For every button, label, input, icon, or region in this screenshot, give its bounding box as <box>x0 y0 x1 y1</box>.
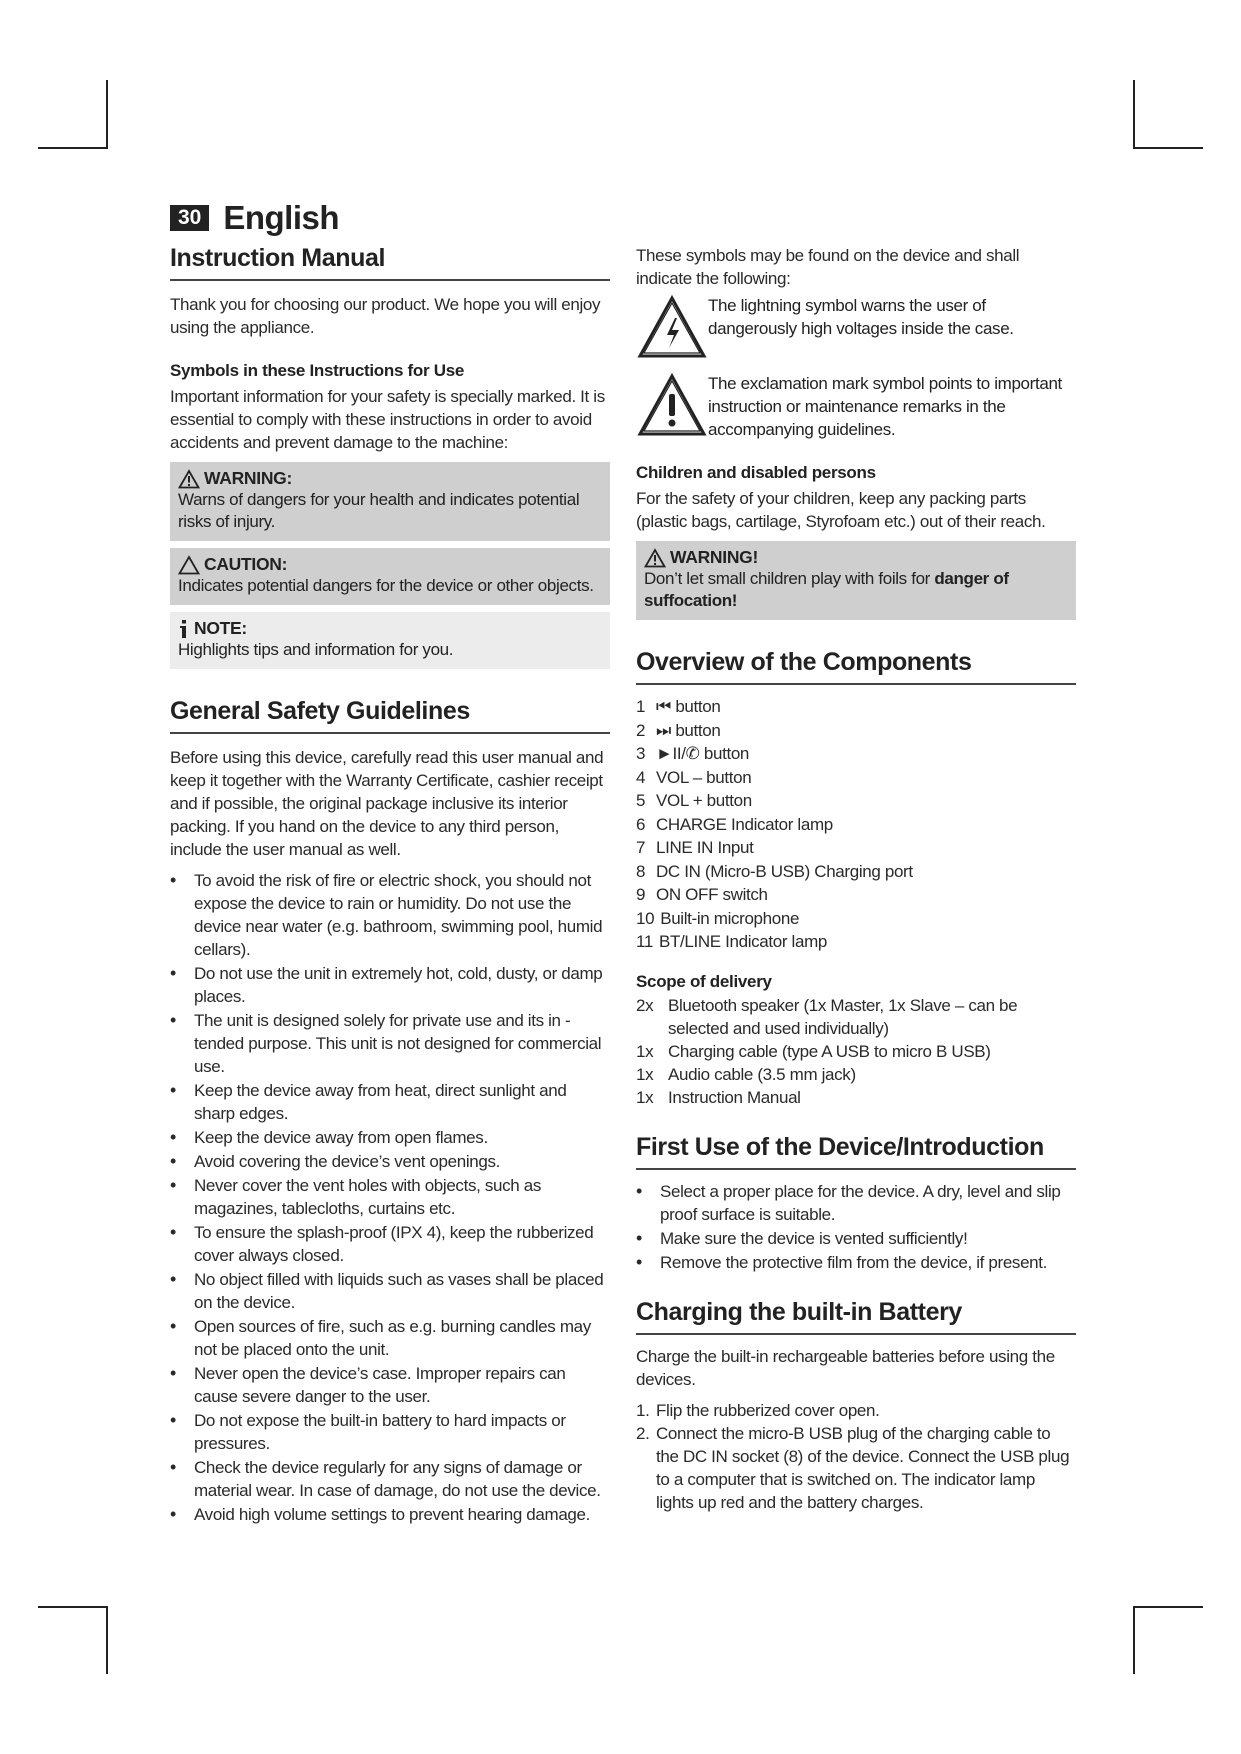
warning-title: WARNING: <box>204 468 293 488</box>
list-item: • Remove the protective film from the device, if present. <box>636 1251 1076 1274</box>
warning-triangle-icon <box>644 548 666 568</box>
list-item: • The unit is designed solely for private use and its in - tended purpose. This unit is not designed for commercial use. <box>170 1009 610 1078</box>
list-item: 10 Built-in microphone <box>636 908 800 928</box>
scope-heading: Scope of delivery <box>636 971 772 991</box>
children-heading: Children and disabled persons <box>636 463 876 482</box>
first-use-list <box>636 1180 1076 1274</box>
child-warning-bold: danger of suffocation! <box>644 569 1009 610</box>
caution-box <box>170 548 610 605</box>
lightning-warning-icon <box>636 294 708 360</box>
list-item: 7 LINE IN Input <box>636 838 754 857</box>
child-warning-text: Don’t let small children play with foils for danger of suffocation! <box>644 569 1009 610</box>
child-warning-box <box>636 541 1076 620</box>
caution-text: Indicates potential dangers for the device or other objects. <box>178 576 594 595</box>
safety-list <box>170 869 610 1526</box>
list-item: 2x Bluetooth speaker (1x Master, 1x Slave – can be selected and used individually) <box>636 995 1018 1038</box>
list-item: 1x Instruction Manual <box>636 1087 801 1107</box>
list-item: • Keep the device away from open flames. <box>170 1126 610 1149</box>
list-item: • Avoid covering the device’s vent openings. <box>170 1150 610 1173</box>
crop-mark <box>106 80 108 148</box>
caution-title: CAUTION: <box>204 554 288 574</box>
symbols-heading: Symbols in these Instructions for Use <box>170 361 465 380</box>
list-item: 2 ⏭ button <box>636 720 721 740</box>
right-column <box>636 244 1076 1514</box>
list-item: 3 ►II/✆ button <box>636 744 750 763</box>
manual-title: Instruction Manual <box>170 244 610 281</box>
lightning-symbol-row <box>636 294 1076 360</box>
list-item: 1x Audio cable (3.5 mm jack) <box>636 1064 856 1084</box>
exclamation-text: The exclamation mark symbol points to important instruction or maintenance remarks in the accompanying guidelines. <box>708 374 1062 439</box>
list-item: 1x Charging cable (type A USB to micro B USB) <box>636 1041 991 1061</box>
overview-heading: Overview of the Components <box>636 648 1076 685</box>
note-box <box>170 612 610 669</box>
crop-mark <box>38 147 108 149</box>
warning-text: Warns of dangers for your health and indicates potential risks of injury. <box>178 490 580 531</box>
child-warning-title: WARNING! <box>670 547 759 567</box>
crop-mark <box>1133 1606 1203 1608</box>
first-use-heading: First Use of the Device/Introduction <box>636 1133 1076 1170</box>
list-item: • No object filled with liquids such as vases shall be placed on the device. <box>170 1268 610 1314</box>
safety-intro: Before using this device, carefully read this user manual and keep it together with the Warranty Certificate, cashier receipt and if possible, the original package inclusive its interior packing. If you hand on the device to any third person, include the user manual as well. <box>170 748 604 859</box>
crop-mark <box>1133 80 1135 148</box>
lightning-text: The lightning symbol warns the user of dangerously high voltages inside the case. <box>708 296 1014 338</box>
page-header <box>170 198 339 238</box>
symbols-intro: These symbols may be found on the device and shall indicate the following: <box>636 246 1020 288</box>
list-item: 6 CHARGE Indicator lamp <box>636 814 833 834</box>
list-item: • Never cover the vent holes with objects, such as magazines, tablecloths, curtains etc. <box>170 1174 610 1220</box>
note-text: Highlights tips and information for you. <box>178 640 454 659</box>
exclamation-symbol-row <box>636 372 1076 441</box>
note-title: NOTE: <box>194 618 247 638</box>
symbols-text: Important information for your safety is specially marked. It is essential to comply with these instructions in order to avoid accidents and prevent damage to the machine: <box>170 387 605 452</box>
crop-mark <box>1133 147 1203 149</box>
charging-intro: Charge the built-in rechargeable batteries before using the devices. <box>636 1346 1055 1389</box>
list-item: • Avoid high volume settings to prevent hearing damage. <box>170 1503 610 1526</box>
list-item: 9 ON OFF switch <box>636 885 768 904</box>
list-item: 1 ⏮ button <box>636 697 721 716</box>
list-item: • Check the device regularly for any signs of damage or material wear. In case of damage, do not use the device. <box>170 1456 610 1502</box>
safety-heading: General Safety Guidelines <box>170 697 610 734</box>
list-item: • Keep the device away from heat, direct sunlight and sharp edges. <box>170 1079 610 1125</box>
crop-mark <box>1133 1606 1135 1674</box>
list-item: 1. Flip the rubberized cover open. <box>636 1400 880 1420</box>
list-item: • To avoid the risk of fire or electric shock, you should not expose the device to rain or humidity. Do not use the device near water (e.g. bathroom, swimming pool, humid cellars). <box>170 869 610 961</box>
charging-heading: Charging the built-in Battery <box>636 1298 1076 1335</box>
page-language: English <box>223 199 340 236</box>
page-number: 30 <box>170 205 209 231</box>
exclamation-warning-icon <box>636 372 708 438</box>
list-item: • Make sure the device is vented sufficiently! <box>636 1227 1076 1250</box>
children-text: For the safety of your children, keep any packing parts (plastic bags, cartilage, Styrofoam etc.) out of their reach. <box>636 489 1046 531</box>
info-icon <box>178 619 190 639</box>
list-item: • Select a proper place for the device. A dry, level and slip proof surface is suitable. <box>636 1180 1076 1226</box>
list-item: 2. Connect the micro-B USB plug of the charging cable to the DC IN socket (8) of the device. Connect the USB plug to a computer that is switched on. The indicator lamp lights up red and the battery charges. <box>636 1423 1070 1512</box>
list-item: • Do not use the unit in extremely hot, cold, dusty, or damp places. <box>170 962 610 1008</box>
warning-triangle-icon <box>178 469 200 489</box>
components-list <box>636 695 1076 954</box>
intro-text: Thank you for choosing our product. We hope you will enjoy using the appliance. <box>170 295 601 337</box>
list-item: 8 DC IN (Micro-B USB) Charging port <box>636 861 913 881</box>
list-item: 11 BT/LINE Indicator lamp <box>636 932 827 951</box>
list-item: • Do not expose the built-in battery to hard impacts or pressures. <box>170 1409 610 1455</box>
scope-list <box>636 994 1076 1109</box>
warning-box <box>170 462 610 541</box>
left-column <box>170 244 610 1527</box>
list-item: 4 VOL – button <box>636 767 752 787</box>
crop-mark <box>106 1606 108 1674</box>
charging-steps <box>636 1399 1076 1514</box>
list-item: • Never open the device’s case. Improper repairs can cause severe danger to the user. <box>170 1362 610 1408</box>
caution-triangle-icon <box>178 555 200 575</box>
list-item: • To ensure the splash-proof (IPX 4), keep the rubberized cover always closed. <box>170 1221 610 1267</box>
crop-mark <box>38 1606 108 1608</box>
list-item: 5 VOL + button <box>636 791 752 810</box>
list-item: • Open sources of fire, such as e.g. burning candles may not be placed onto the unit. <box>170 1315 610 1361</box>
